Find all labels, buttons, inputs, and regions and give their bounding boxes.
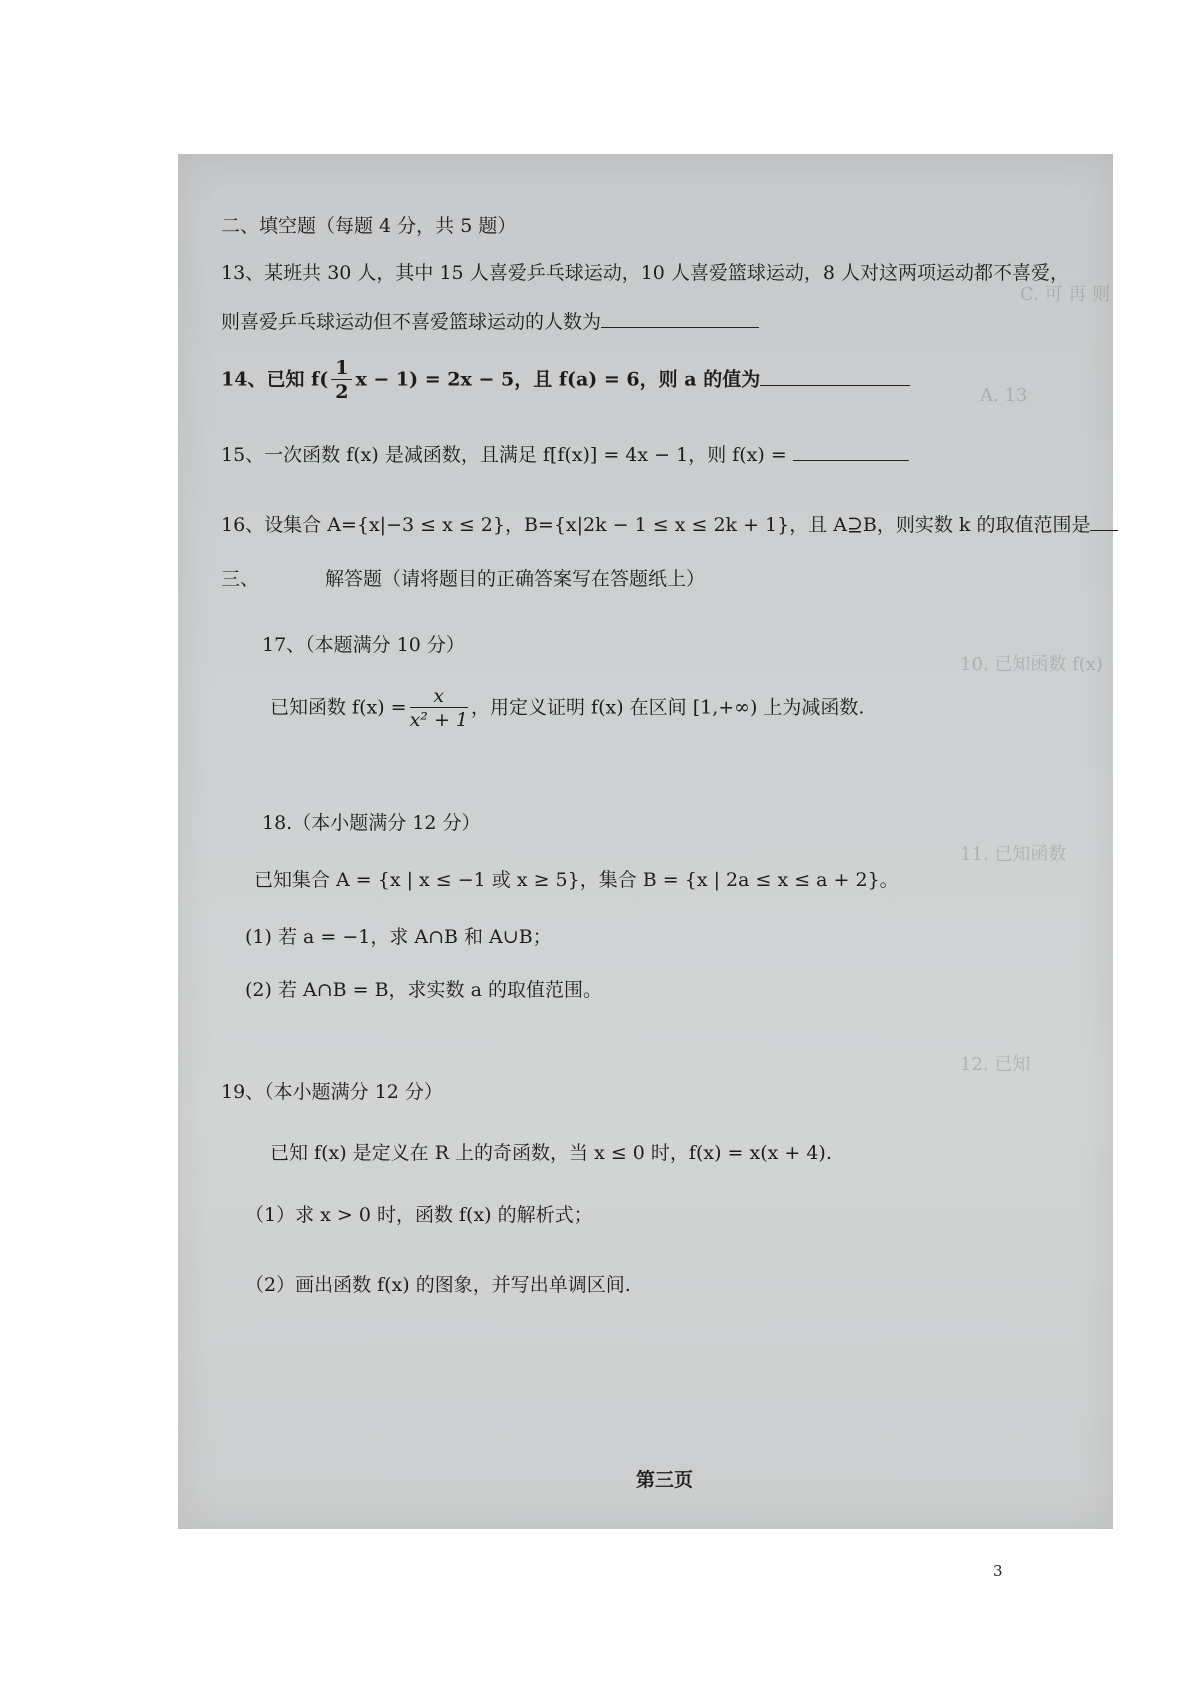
q13-line2 [221,307,759,334]
q16-text: 16、设集合 A={x|−3 ≤ x ≤ 2}，B={x|2k − 1 ≤ x ≤ 2k + 1}，且 A⊇B，则实数 k 的取值范围是 [221,514,1091,536]
q18-part2: (2) 若 A∩B = B，求实数 a 的取值范围。 [245,979,602,1001]
q14-pre: 14、已知 f( [221,368,329,391]
bleed-through-text: C. 可 再 则 [1020,284,1111,305]
q16-answer-blank[interactable] [1090,529,1118,531]
q14-frac-num: 1 [331,357,352,380]
q15-answer-blank[interactable] [793,459,909,461]
q17-pre: 已知函数 f(x) = [270,696,407,719]
bleed-through-text: 11. 已知函数 [960,844,1067,865]
page-number: 3 [993,1562,1003,1580]
section2-heading: 二、填空题（每题 4 分，共 5 题） [221,215,517,237]
q19-title: 19、（本小题满分 12 分） [221,1081,443,1103]
q13-text: 则喜爱乒乓球运动但不喜爱篮球运动的人数为 [221,311,602,333]
q17-title: 17、（本题满分 10 分） [262,634,465,656]
q18-title: 18.（本小题满分 12 分） [262,812,481,834]
section3-heading-text: 解答题（请将题目的正确答案写在答题纸上） [325,568,706,590]
q17-frac-num: x [410,685,468,708]
q17-fraction [410,685,468,732]
section3-heading [221,564,705,591]
q13-answer-blank[interactable] [601,326,759,328]
q16 [221,510,1118,537]
q14-answer-blank[interactable] [760,384,910,386]
q14-post: x − 1) = 2x − 5，且 f(a) = 6，则 a 的值为 [355,368,761,391]
q19-part2: （2）画出函数 f(x) 的图象，并写出单调区间. [245,1274,631,1296]
q13-line1: 13、某班共 30 人，其中 15 人喜爱乒乓球运动，10 人喜爱篮球运动，8 人对这两项运动都不喜爱， [221,262,1070,284]
q17-stem [270,685,864,732]
q15 [221,440,909,467]
q17-post: ，用定义证明 f(x) 在区间 [1,+∞) 上为减函数. [471,696,865,719]
q19-part1: （1）求 x > 0 时，函数 f(x) 的解析式； [245,1204,593,1226]
bleed-through-text: A. 13 [980,385,1028,406]
q17-frac-den: x² + 1 [409,709,468,731]
q19-stem: 已知 f(x) 是定义在 R 上的奇函数，当 x ≤ 0 时，f(x) = x(x + 4). [270,1142,832,1164]
q18-stem: 已知集合 A = {x | x ≤ −1 或 x ≥ 5}，集合 B = {x | 2a ≤ x ≤ a + 2}。 [254,869,899,891]
bleed-through-text: 10. 已知函数 f(x) [960,654,1103,675]
q18-part1: (1) 若 a = −1，求 A∩B 和 A∪B； [245,926,552,948]
bleed-through-text: 12. 已知 [960,1054,1031,1075]
q14-fraction [331,357,352,404]
q14-frac-den: 2 [335,381,349,403]
q14 [221,357,910,404]
q15-text: 15、一次函数 f(x) 是减函数，且满足 f[f(x)] = 4x − 1，则 f(x) = [221,444,787,466]
sheet-page-label: 第三页 [636,1469,694,1491]
section3-heading-num: 三、 [221,568,260,590]
